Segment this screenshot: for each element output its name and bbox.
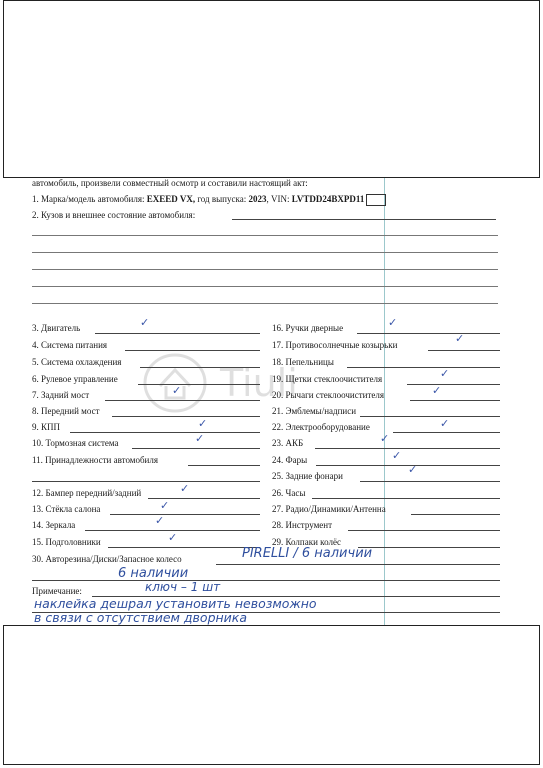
check-mark: ✓ bbox=[195, 432, 205, 445]
item-underline bbox=[393, 432, 500, 433]
intro-text: автомобиль, произвели совместный осмотр и составили настоящий акт: bbox=[32, 178, 308, 188]
item-engine: 3. Двигатель bbox=[32, 323, 81, 333]
item-underline bbox=[125, 350, 260, 351]
item-underline bbox=[411, 514, 500, 515]
note-handwritten-1: ключ – 1 шт bbox=[145, 580, 221, 594]
check-mark: ✓ bbox=[432, 384, 442, 397]
check-mark: ✓ bbox=[440, 417, 450, 430]
item-brakes: 10. Тормозная система bbox=[32, 438, 119, 448]
item-door-handles: 16. Ручки дверные bbox=[272, 323, 344, 333]
note-handwritten-2: наклейка дешрал установить невозможно bbox=[34, 596, 317, 611]
item-underline bbox=[216, 564, 500, 565]
vin-box bbox=[366, 194, 386, 206]
redacted-bottom-box bbox=[3, 625, 540, 765]
item-underline bbox=[110, 514, 260, 515]
item-underline bbox=[112, 416, 260, 417]
item-rear-axle: 7. Задний мост bbox=[32, 390, 90, 400]
watermark-text: Tiuli bbox=[220, 361, 298, 405]
item-battery: 23. АКБ bbox=[272, 438, 304, 448]
item-mirrors: 14. Зеркала bbox=[32, 520, 76, 530]
check-mark: ✓ bbox=[440, 367, 450, 380]
item-headrests: 15. Подголовники bbox=[32, 537, 101, 547]
vin-value: LVTDD24BXPD11 bbox=[291, 194, 365, 205]
check-mark: ✓ bbox=[180, 482, 190, 495]
item-underline-extra bbox=[32, 580, 500, 581]
tyres-handwritten-cont: 6 наличии bbox=[118, 566, 189, 581]
item-wiper-arms: 20. Рычаги стеклоочистителя bbox=[272, 390, 385, 400]
note-label: Примечание: bbox=[32, 586, 82, 596]
item-underline bbox=[312, 498, 500, 499]
check-mark: ✓ bbox=[380, 432, 390, 445]
item-underline bbox=[428, 350, 500, 351]
item-underline bbox=[138, 384, 260, 385]
item-underline bbox=[347, 367, 500, 368]
note-handwritten-3: в связи с отсутствием дворника bbox=[34, 610, 248, 625]
item-tyres: 30. Авторезина/Диски/Запасное колесо bbox=[32, 554, 182, 564]
ruled-line bbox=[32, 235, 498, 236]
check-mark: ✓ bbox=[408, 463, 418, 476]
item-gearbox: 9. КПП bbox=[32, 422, 61, 432]
check-mark: ✓ bbox=[455, 332, 465, 345]
item-sun-visors: 17. Противосолнечные козырьки bbox=[272, 340, 398, 350]
item-underline bbox=[348, 530, 500, 531]
tyres-handwritten: PIRELLI / 6 наличии bbox=[242, 546, 373, 561]
item-tail-lights: 25. Задние фонари bbox=[272, 471, 343, 481]
item-underline bbox=[70, 432, 260, 433]
item-radio: 27. Радио/Динамики/Антенна bbox=[272, 504, 386, 514]
item-underline bbox=[410, 400, 500, 401]
item-front-axle: 8. Передний мост bbox=[32, 406, 100, 416]
item-underline bbox=[95, 333, 260, 334]
item-underline bbox=[132, 448, 260, 449]
item-tools: 28. Инструмент bbox=[272, 520, 333, 530]
ruled-line bbox=[32, 269, 498, 270]
item-emblems: 21. Эмблемы/надписи bbox=[272, 406, 357, 416]
item-bumper: 12. Бампер передний/задний bbox=[32, 488, 142, 498]
check-mark: ✓ bbox=[155, 514, 165, 527]
item-underline bbox=[360, 416, 500, 417]
ruled-line bbox=[32, 286, 498, 287]
item-underline bbox=[105, 400, 260, 401]
item-underline bbox=[108, 547, 260, 548]
item-underline bbox=[357, 333, 500, 334]
item-glass: 13. Стёкла салона bbox=[32, 504, 101, 514]
check-mark: ✓ bbox=[168, 531, 178, 544]
check-mark: ✓ bbox=[172, 384, 182, 397]
item-electrical: 22. Электрооборудование bbox=[272, 422, 370, 432]
model-line: 1. Марка/модель автомобиля: EXEED VX, год выпуска: 2023, VIN: LVTDD24BXPD11 bbox=[32, 194, 386, 206]
item-underline-extra bbox=[32, 481, 260, 482]
check-mark: ✓ bbox=[140, 316, 150, 329]
body-line: 2. Кузов и внешнее состояние автомобиля: bbox=[32, 210, 196, 220]
ruled-line bbox=[32, 252, 498, 253]
check-mark: ✓ bbox=[392, 449, 402, 462]
check-mark: ✓ bbox=[160, 499, 170, 512]
item-ashtrays: 18. Пепельницы bbox=[272, 357, 334, 367]
item-headlights: 24. Фары bbox=[272, 455, 308, 465]
ruled-line bbox=[32, 303, 498, 304]
model-value: EXEED VX, bbox=[146, 194, 196, 205]
item-wiper-blades: 19. Щетки стеклоочистителя bbox=[272, 374, 383, 384]
item-underline bbox=[360, 481, 500, 482]
item-underline bbox=[407, 384, 500, 385]
item-cooling: 5. Система охлаждения bbox=[32, 357, 122, 367]
item-accessories: 11. Принадлежности автомобиля bbox=[32, 455, 158, 465]
item-steering: 6. Рулевое управление bbox=[32, 374, 118, 384]
item-fuel: 4. Система питания bbox=[32, 340, 108, 350]
year-value: 2023 bbox=[248, 194, 267, 205]
item-underline bbox=[188, 465, 260, 466]
check-mark: ✓ bbox=[198, 417, 208, 430]
redacted-top-box bbox=[3, 0, 540, 178]
check-mark: ✓ bbox=[388, 316, 398, 329]
item-underline bbox=[315, 448, 500, 449]
body-underline bbox=[232, 219, 496, 220]
item-clock: 26. Часы bbox=[272, 488, 306, 498]
item-wheel-caps: 29. Колпаки колёс bbox=[272, 537, 341, 547]
item-underline bbox=[358, 547, 500, 548]
item-underline bbox=[140, 367, 260, 368]
